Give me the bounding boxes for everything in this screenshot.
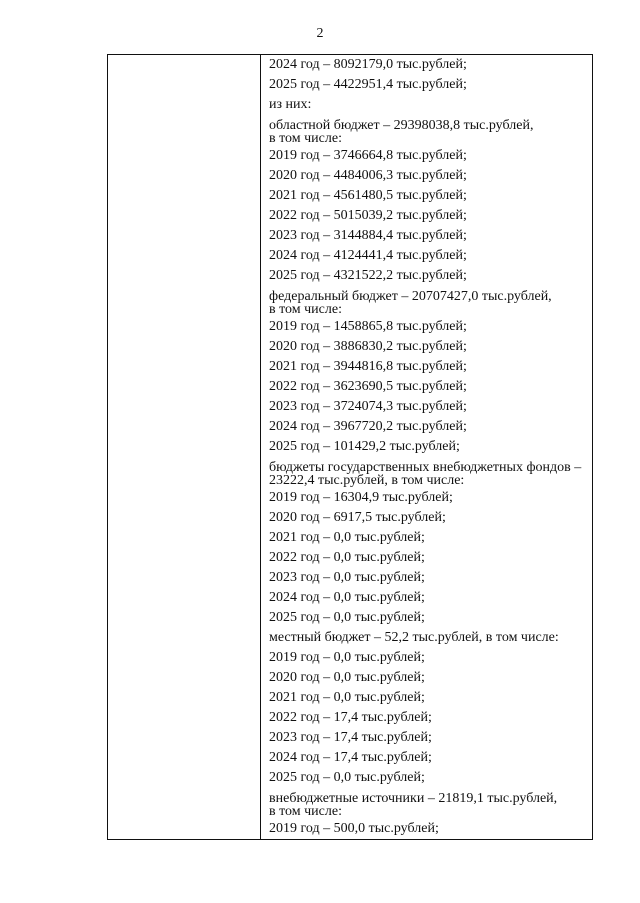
table-text-line-part: в том числе: [269, 131, 342, 146]
table-text-line: 2024 год – 8092179,0 тыс.рублей; [269, 57, 467, 72]
table-text-line: 2025 год – 4422951,4 тыс.рублей; [269, 77, 467, 92]
table-text-line-part: в том числе: [269, 804, 342, 819]
table-text-line: 2023 год – 3144884,4 тыс.рублей; [269, 228, 467, 243]
table-text-line: 2025 год – 0,0 тыс.рублей; [269, 770, 425, 785]
table-text-line-part: в том числе: [269, 302, 342, 317]
table-text-line: 2023 год – 3724074,3 тыс.рублей; [269, 399, 467, 414]
table-text-line-part: бюджеты государственных внебюджетных фондов – [269, 460, 582, 475]
table-text-line [269, 457, 592, 488]
table-text-line-part: внебюджетные источники – 21819,1 тыс.рублей, [269, 791, 558, 806]
table-text-line [269, 115, 592, 146]
table-text-line: 2021 год – 4561480,5 тыс.рублей; [269, 188, 467, 203]
table-text-line: 2025 год – 101429,2 тыс.рублей; [269, 439, 460, 454]
table-text-line [269, 788, 592, 819]
table-text-line: 2022 год – 0,0 тыс.рублей; [269, 550, 425, 565]
table-text-line: 2019 год – 0,0 тыс.рублей; [269, 650, 425, 665]
table-text-line: из них: [269, 97, 312, 112]
page-number: 2 [316, 26, 324, 41]
table-text-line: 2022 год – 3623690,5 тыс.рублей; [269, 379, 467, 394]
table-left-column [108, 55, 261, 839]
funding-table [107, 54, 593, 840]
table-text-line: 2020 год – 4484006,3 тыс.рублей; [269, 168, 467, 183]
table-text-line: 2019 год – 16304,9 тыс.рублей; [269, 490, 453, 505]
table-text-line: 2020 год – 3886830,2 тыс.рублей; [269, 339, 467, 354]
table-text-line-part: федеральный бюджет – 20707427,0 тыс.рублей, [269, 289, 552, 304]
table-text-line: местный бюджет – 52,2 тыс.рублей, в том числе: [269, 630, 559, 645]
table-text-line: 2020 год – 0,0 тыс.рублей; [269, 670, 425, 685]
table-text-line-part: областной бюджет – 29398038,8 тыс.рублей, [269, 118, 534, 133]
table-text-line: 2023 год – 0,0 тыс.рублей; [269, 570, 425, 585]
table-text-line: 2024 год – 0,0 тыс.рублей; [269, 590, 425, 605]
table-text-line: 2025 год – 0,0 тыс.рублей; [269, 610, 425, 625]
table-text-line: 2021 год – 0,0 тыс.рублей; [269, 690, 425, 705]
table-text-line: 2021 год – 0,0 тыс.рублей; [269, 530, 425, 545]
table-text-line-part: 23222,4 тыс.рублей, в том числе: [269, 473, 465, 488]
table-text-line: 2022 год – 5015039,2 тыс.рублей; [269, 208, 467, 223]
table-right-column [261, 55, 592, 839]
table-text-line: 2024 год – 4124441,4 тыс.рублей; [269, 248, 467, 263]
table-text-line: 2019 год – 3746664,8 тыс.рублей; [269, 148, 467, 163]
table-text-line: 2024 год – 17,4 тыс.рублей; [269, 750, 432, 765]
table-text-line: 2023 год – 17,4 тыс.рублей; [269, 730, 432, 745]
table-text-line: 2019 год – 1458865,8 тыс.рублей; [269, 319, 467, 334]
table-text-line: 2021 год – 3944816,8 тыс.рублей; [269, 359, 467, 374]
table-text-line: 2025 год – 4321522,2 тыс.рублей; [269, 268, 467, 283]
table-text-line: 2019 год – 500,0 тыс.рублей; [269, 821, 439, 836]
table-text-line: 2020 год – 6917,5 тыс.рублей; [269, 510, 446, 525]
table-text-line: 2022 год – 17,4 тыс.рублей; [269, 710, 432, 725]
table-text-line [269, 286, 592, 317]
table-text-line: 2024 год – 3967720,2 тыс.рублей; [269, 419, 467, 434]
